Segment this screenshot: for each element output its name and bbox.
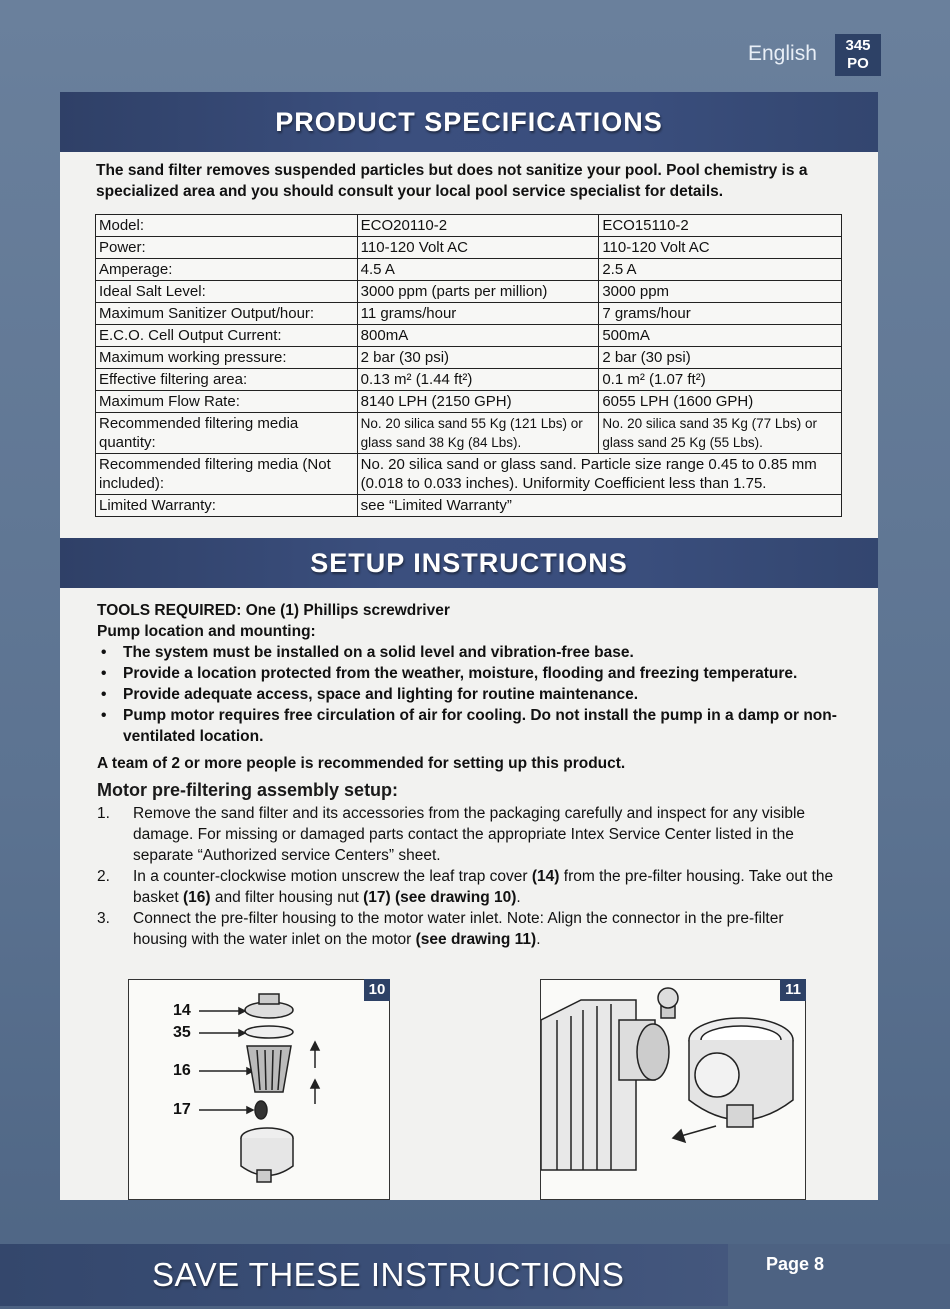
- spec-value: 11 grams/hour: [357, 303, 599, 325]
- spec-value: 800mA: [357, 325, 599, 347]
- step-highlight: (see drawing 11): [415, 931, 537, 948]
- spec-value: 7 grams/hour: [599, 303, 842, 325]
- exploded-view-illustration: [129, 980, 387, 1197]
- spec-value: 110-120 Volt AC: [599, 237, 842, 259]
- table-row: [96, 325, 842, 347]
- table-row: [96, 303, 842, 325]
- code-badge-line2: PO: [847, 55, 869, 72]
- list-item: [97, 866, 837, 908]
- list-item: • The system must be installed on a solid level and vibration-free base.: [97, 642, 837, 663]
- setup-steps: [97, 803, 837, 950]
- table-row: [96, 413, 842, 454]
- spec-value: 6055 LPH (1600 GPH): [599, 391, 842, 413]
- table-row: [96, 495, 842, 517]
- table-row: [96, 237, 842, 259]
- table-row: [96, 259, 842, 281]
- spec-label: Maximum working pressure:: [96, 347, 358, 369]
- language-label: English: [748, 42, 817, 65]
- pump-assembly-illustration: [541, 980, 803, 1197]
- setup-banner: [60, 538, 878, 588]
- specs-table: [95, 214, 842, 517]
- spec-label: Maximum Flow Rate:: [96, 391, 358, 413]
- spec-label: Maximum Sanitizer Output/hour:: [96, 303, 358, 325]
- spec-value: 0.13 m² (1.44 ft²): [357, 369, 599, 391]
- code-badge: [835, 34, 881, 76]
- product-specs-banner: [60, 92, 878, 152]
- motor-setup-heading: Motor pre-filtering assembly setup:: [97, 780, 399, 800]
- pump-location-list: [97, 642, 837, 747]
- spec-value: 110-120 Volt AC: [357, 237, 599, 259]
- setup-section: [97, 600, 837, 950]
- spec-label: Ideal Salt Level:: [96, 281, 358, 303]
- spec-value: 3000 ppm (parts per million): [357, 281, 599, 303]
- step-number: 1.: [97, 805, 110, 822]
- drawing-10: [128, 979, 390, 1200]
- spec-label: Amperage:: [96, 259, 358, 281]
- spec-value: No. 20 silica sand 35 Kg (77 Lbs) or glass sand 25 Kg (55 Lbs).: [599, 413, 842, 454]
- spec-value: 3000 ppm: [599, 281, 842, 303]
- step-text: and filter housing nut: [210, 889, 364, 906]
- spec-label: Effective filtering area:: [96, 369, 358, 391]
- spec-label: Power:: [96, 237, 358, 259]
- table-row: [96, 454, 842, 495]
- page-number: Page 8: [766, 1254, 825, 1274]
- spec-value: 2 bar (30 psi): [357, 347, 599, 369]
- spec-value: No. 20 silica sand 55 Kg (121 Lbs) or glass sand 38 Kg (84 Lbs).: [357, 413, 599, 454]
- step-text: .: [516, 889, 521, 906]
- drawing-number: 10: [364, 979, 390, 1001]
- step-text: Remove the sand filter and its accessories from the packaging carefully and inspect for any visible damage. For missing or damaged parts contact the appropriate Intex Service Center listed in the separate “Authorized service Centers” sheet.: [133, 805, 806, 864]
- spec-label: Recommended filtering media (Not included):: [96, 454, 358, 495]
- list-item: • Provide a location protected from the weather, moisture, flooding and freezing temperature.: [97, 663, 837, 684]
- specs-intro: The sand filter removes suspended particles but does not sanitize your pool. Pool chemistry is a specialized area and you should consult your local pool service specialist for details.: [96, 162, 808, 200]
- setup-title: SETUP INSTRUCTIONS: [310, 548, 628, 578]
- code-badge-line1: 345: [845, 37, 871, 54]
- spec-label: Recommended filtering media quantity:: [96, 413, 358, 454]
- part-label: 17: [173, 1101, 191, 1118]
- table-row: [96, 347, 842, 369]
- spec-value: No. 20 silica sand or glass sand. Particle size range 0.45 to 0.85 mm (0.018 to 0.033 inches). Uniformity Coefficient less than 1.75.: [357, 454, 841, 495]
- spec-value: ECO20110-2: [357, 215, 599, 237]
- spec-value: see “Limited Warranty”: [357, 495, 841, 517]
- list-item: [97, 908, 837, 950]
- step-text: In a counter-clockwise motion unscrew the leaf trap cover: [133, 868, 532, 885]
- step-number: 2.: [97, 868, 110, 885]
- step-text: from the pre-filter housing. Take out the basket: [133, 868, 834, 906]
- part-label: 35: [173, 1024, 191, 1041]
- pump-location-heading: Pump location and mounting:: [97, 623, 316, 640]
- list-item: • Pump motor requires free circulation of air for cooling. Do not install the pump in a damp or non-ventilated location.: [97, 705, 837, 747]
- product-specs-title: PRODUCT SPECIFICATIONS: [275, 107, 663, 137]
- step-highlight: (16): [182, 889, 211, 906]
- spec-value: 4.5 A: [357, 259, 599, 281]
- drawing-11: [540, 979, 806, 1200]
- spec-label: E.C.O. Cell Output Current:: [96, 325, 358, 347]
- table-row: [96, 215, 842, 237]
- spec-value: 8140 LPH (2150 GPH): [357, 391, 599, 413]
- step-text: Connect the pre-filter housing to the motor water inlet. Note: Align the connector in the pre-filter housing with the water inlet on the motor: [133, 910, 784, 948]
- tools-required: TOOLS REQUIRED: One (1) Phillips screwdriver: [97, 602, 450, 619]
- spec-value: 2.5 A: [599, 259, 842, 281]
- step-text: .: [536, 931, 541, 948]
- list-item: • Provide adequate access, space and lighting for routine maintenance.: [97, 684, 837, 705]
- spec-label: Model:: [96, 215, 358, 237]
- spec-value: 0.1 m² (1.07 ft²): [599, 369, 842, 391]
- table-row: [96, 369, 842, 391]
- spec-value: ECO15110-2: [599, 215, 842, 237]
- part-label: 16: [173, 1062, 191, 1079]
- spec-label: Limited Warranty:: [96, 495, 358, 517]
- spec-value: 2 bar (30 psi): [599, 347, 842, 369]
- part-label: 14: [173, 1002, 191, 1019]
- team-note: A team of 2 or more people is recommended for setting up this product.: [97, 755, 626, 772]
- step-number: 3.: [97, 910, 110, 927]
- step-highlight: (14): [531, 868, 560, 885]
- spec-value: 500mA: [599, 325, 842, 347]
- list-item: [97, 803, 837, 866]
- drawing-number: 11: [780, 979, 806, 1001]
- table-row: [96, 391, 842, 413]
- save-instructions-banner: SAVE THESE INSTRUCTIONS: [0, 1244, 728, 1306]
- table-row: [96, 281, 842, 303]
- step-highlight: (17) (see drawing 10): [363, 889, 517, 906]
